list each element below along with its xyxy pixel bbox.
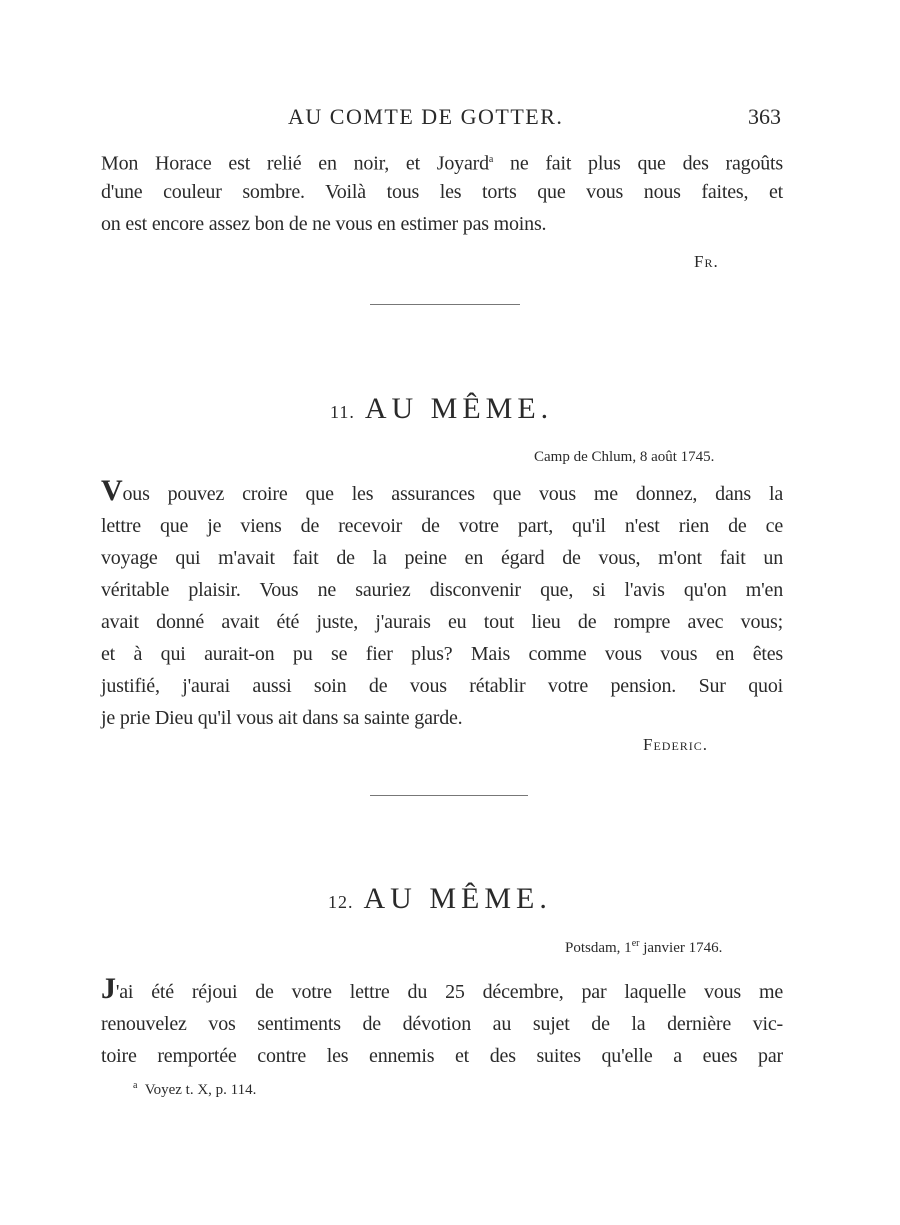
text-line: d'une couleur sombre. Voilà tous les torts que vous nous faites, et [101, 181, 783, 203]
dateline: Potsdam, 1er janvier 1746. [565, 938, 723, 956]
text-line: justifié, j'aurai aussi soin de vous rétablir votre pension. Sur quoi [101, 675, 783, 697]
dateline: Camp de Chlum, 8 août 1745. [534, 449, 715, 465]
page-number: 363 [748, 104, 781, 129]
running-head-title: AU COMTE DE GOTTER. [288, 104, 564, 129]
divider [370, 795, 528, 796]
text-line: voyage qui m'avait fait de la peine en égard de vous, m'ont fait un [101, 547, 783, 569]
text-line: on est encore assez bon de ne vous en estimer pas moins. [101, 213, 547, 235]
text-line: véritable plaisir. Vous ne sauriez disconvenir que, si l'avis qu'on m'en [101, 579, 783, 601]
text-line: lettre que je viens de recevoir de votre part, qu'il n'est rien de ce [101, 515, 783, 537]
text-line: renouvelez vos sentiments de dévotion au sujet de la dernière vic- [101, 1013, 783, 1035]
letter-heading: 11. AU MÊME. [330, 392, 554, 425]
text-line: toire remportée contre les ennemis et des suites qu'elle a eues par [101, 1045, 783, 1067]
divider [370, 304, 520, 305]
text-line: Mon Horace est relié en noir, et Joyard$^a$ ne fait plus que des ragoûts [101, 152, 783, 175]
text-line: et à qui aurait-on pu se fier plus? Mais comme vous vous en êtes [101, 643, 783, 665]
initial-letter: V [101, 474, 123, 507]
text-line: je prie Dieu qu'il vous ait dans sa sainte garde. [101, 707, 463, 729]
signature: Federic. [643, 735, 709, 754]
text-line: Vous pouvez croire que les assurances que vous me donnez, dans la [101, 474, 783, 507]
text-line: J'ai été réjoui de votre lettre du 25 décembre, par laquelle vous me [101, 972, 783, 1005]
initial-letter: J [101, 972, 116, 1005]
text-line: avait donné avait été juste, j'aurais eu tout lieu de rompre avec vous; [101, 611, 783, 633]
footnote-marker: a [488, 154, 494, 165]
signature: Fr. [694, 252, 719, 271]
letter-heading: 12. AU MÊME. [328, 882, 552, 915]
footnote: $^a$ Voyez t. X, p. 114. [133, 1080, 257, 1098]
